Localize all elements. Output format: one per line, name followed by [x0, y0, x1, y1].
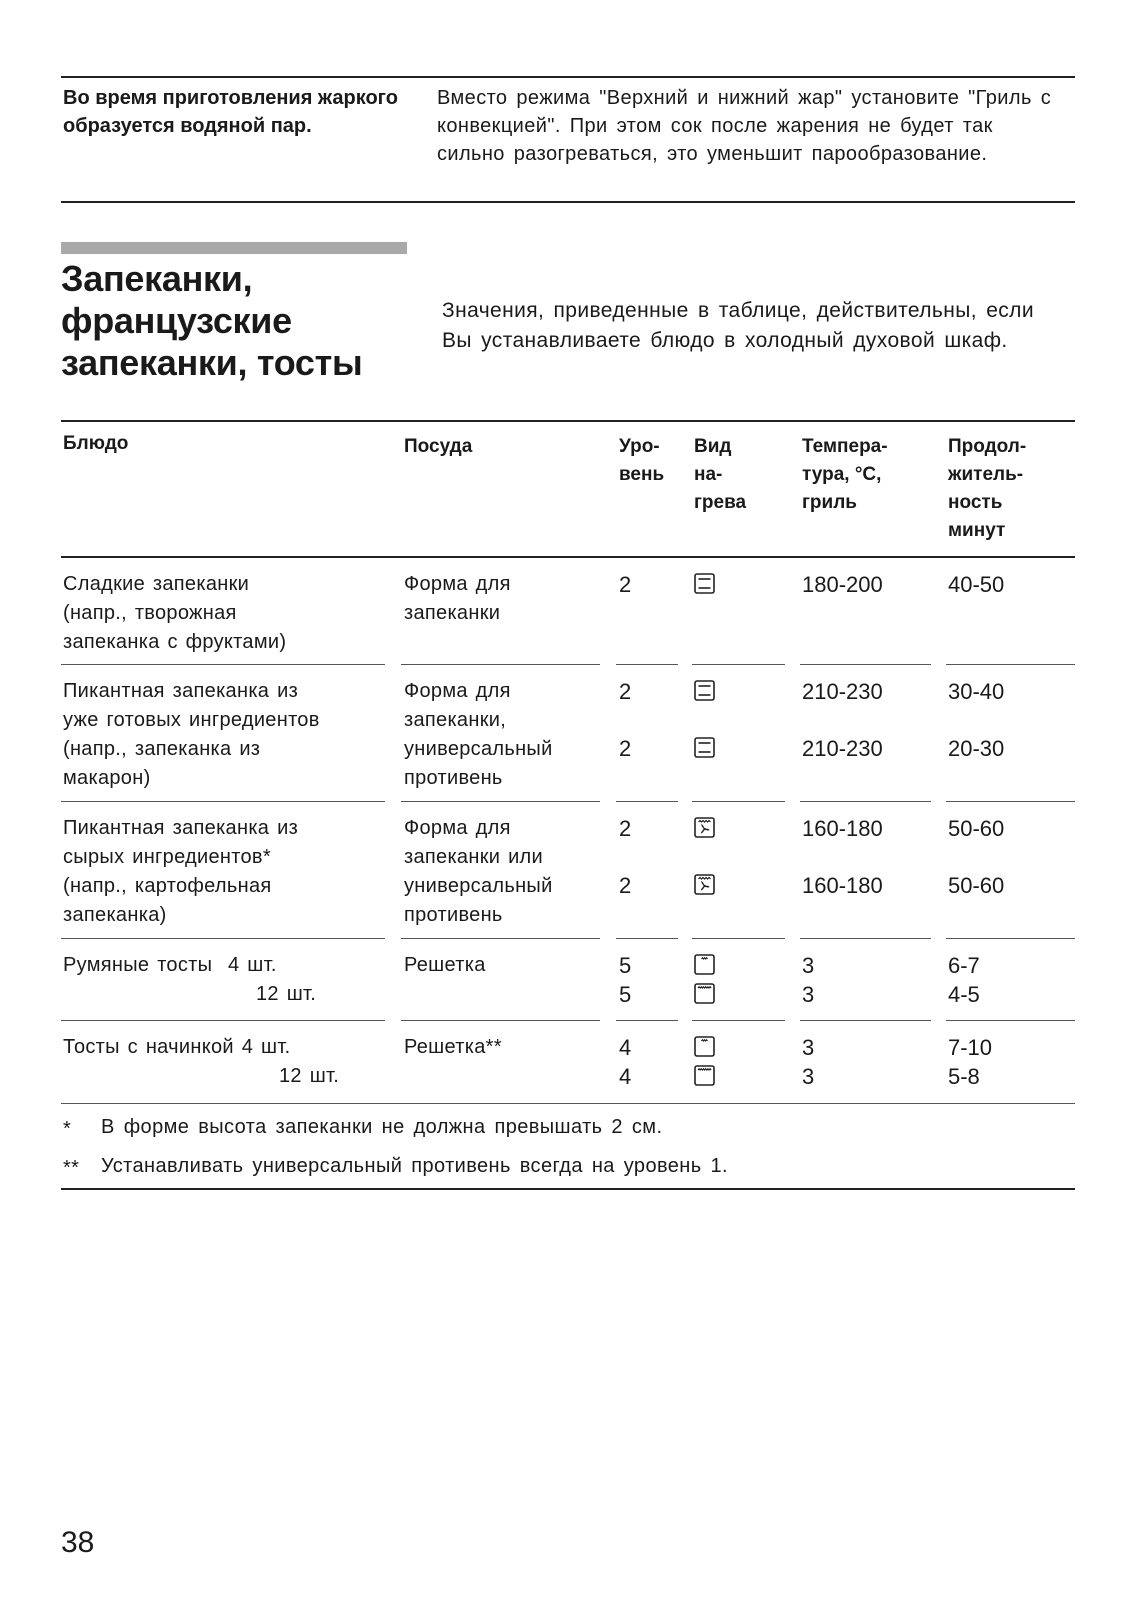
table-row-dish: Сладкие запеканки (напр., творожная запеканка с фруктами) [63, 573, 287, 653]
table-row-cookware: Форма для запеканки [404, 573, 511, 624]
section-title-line: запеканки, тосты [61, 342, 363, 383]
tip-bottom-rule [61, 201, 1075, 203]
large-grill-icon [694, 1065, 715, 1086]
section-title [61, 258, 421, 384]
tip-top-rule [61, 76, 1075, 78]
footnote-mark: * [63, 1118, 72, 1140]
row-divider [61, 1020, 385, 1021]
row-divider [401, 1020, 600, 1021]
table-row-dish: Пикантная запеканка из уже готовых ингредиентов (напр., запеканка из макарон) [63, 680, 320, 789]
row-divider [61, 938, 385, 939]
grill-convection-icon [694, 817, 715, 838]
table-row-level: 2 [619, 572, 632, 597]
row-divider [692, 801, 785, 802]
table-row-cookware: Решетка [404, 954, 486, 976]
row-divider [692, 938, 785, 939]
table-row-duration: 50-60 [948, 873, 1005, 898]
table-row-duration: 7-10 [948, 1035, 993, 1060]
table-row-temperature: 3 [802, 953, 815, 978]
top-bottom-heat-icon [694, 737, 715, 758]
table-row-duration: 40-50 [948, 572, 1005, 597]
header-heating: Вид на- грева [694, 436, 747, 513]
row-divider [616, 801, 678, 802]
top-bottom-heat-icon [694, 573, 715, 594]
header-cookware: Посуда [404, 436, 473, 457]
row-divider [61, 664, 385, 665]
table-row-cookware: Решетка** [404, 1036, 502, 1058]
header-temperature: Темпера- тура, °C, гриль [802, 436, 888, 513]
row-divider [946, 1020, 1075, 1021]
row-divider [692, 664, 785, 665]
table-row-level: 2 [619, 816, 632, 841]
table-row-dish-extra: 12 шт. [256, 983, 317, 1005]
large-grill-icon [694, 983, 715, 1004]
table-row-temperature: 3 [802, 1064, 815, 1089]
section-title-line: Запеканки, [61, 258, 253, 299]
table-bottom-rule [61, 1103, 1075, 1104]
header-dish: Блюдо [63, 433, 129, 454]
row-divider [800, 1020, 931, 1021]
row-divider [692, 1020, 785, 1021]
table-row-temperature: 3 [802, 1035, 815, 1060]
row-divider [616, 1020, 678, 1021]
row-divider [61, 801, 385, 802]
table-row-cookware: Форма для запеканки или универсальный противень [404, 817, 553, 926]
table-row-duration: 6-7 [948, 953, 980, 978]
row-divider [946, 938, 1075, 939]
row-divider [946, 664, 1075, 665]
table-row-duration: 5-8 [948, 1064, 980, 1089]
grill-convection-icon [694, 874, 715, 895]
table-row-level: 2 [619, 736, 632, 761]
table-row-dish-extra: 12 шт. [279, 1065, 340, 1087]
table-row-dish: Тосты с начинкой 4 шт. [63, 1036, 291, 1058]
footnotes-bottom-rule [61, 1188, 1075, 1190]
row-divider [401, 938, 600, 939]
row-divider [616, 664, 678, 665]
row-divider [946, 801, 1075, 802]
table-row-dish: Пикантная запеканка из сырых ингредиентов* (напр., картофельная запеканка) [63, 817, 299, 926]
row-divider [800, 938, 931, 939]
header-duration: Продол- житель- ность минут [948, 436, 1027, 541]
footnote-text: В форме высота запеканки не должна превышать 2 см. [101, 1116, 663, 1138]
table-header-rule [61, 556, 1075, 558]
row-divider [800, 801, 931, 802]
tip-solution: Вместо режима "Верхний и нижний жар" установите "Гриль с конвекцией". При этом сок после жарения не будет так сильно разогреваться, это уменьшит парообразование. [437, 87, 1052, 165]
table-row-level: 2 [619, 679, 632, 704]
table-row-level: 2 [619, 873, 632, 898]
row-divider [401, 664, 600, 665]
row-divider [616, 938, 678, 939]
page-number: 38 [61, 1526, 95, 1559]
row-divider [800, 664, 931, 665]
table-row-duration: 20-30 [948, 736, 1005, 761]
top-bottom-heat-icon [694, 680, 715, 701]
table-row-level: 5 [619, 953, 632, 978]
small-grill-icon [694, 1036, 715, 1057]
table-row-temperature: 3 [802, 982, 815, 1007]
table-row-dish: Румяные тосты 4 шт. [63, 954, 277, 976]
tip-problem: Во время приготовления жаркого образуется водяной пар. [63, 87, 398, 137]
table-row-level: 4 [619, 1064, 632, 1089]
small-grill-icon [694, 954, 715, 975]
section-intro: Значения, приведенные в таблице, действительны, если Вы устанавливаете блюдо в холодный духовой шкаф. [442, 299, 1034, 352]
section-title-line: французские [61, 300, 292, 341]
table-row-level: 5 [619, 982, 632, 1007]
table-top-rule [61, 420, 1075, 422]
table-row-duration: 30-40 [948, 679, 1005, 704]
table-row-temperature: 210-230 [802, 736, 883, 761]
table-row-duration: 4-5 [948, 982, 980, 1007]
table-row-temperature: 160-180 [802, 816, 883, 841]
footnote-text: Устанавливать универсальный противень всегда на уровень 1. [101, 1155, 729, 1177]
footnote-mark: ** [63, 1157, 80, 1179]
row-divider [401, 801, 600, 802]
table-row-cookware: Форма для запеканки, универсальный противень [404, 680, 553, 789]
table-row-temperature: 210-230 [802, 679, 883, 704]
section-gray-bar [61, 242, 407, 254]
table-row-temperature: 160-180 [802, 873, 883, 898]
header-level: Уро- вень [619, 436, 665, 485]
table-row-temperature: 180-200 [802, 572, 883, 597]
table-row-level: 4 [619, 1035, 632, 1060]
table-row-duration: 50-60 [948, 816, 1005, 841]
